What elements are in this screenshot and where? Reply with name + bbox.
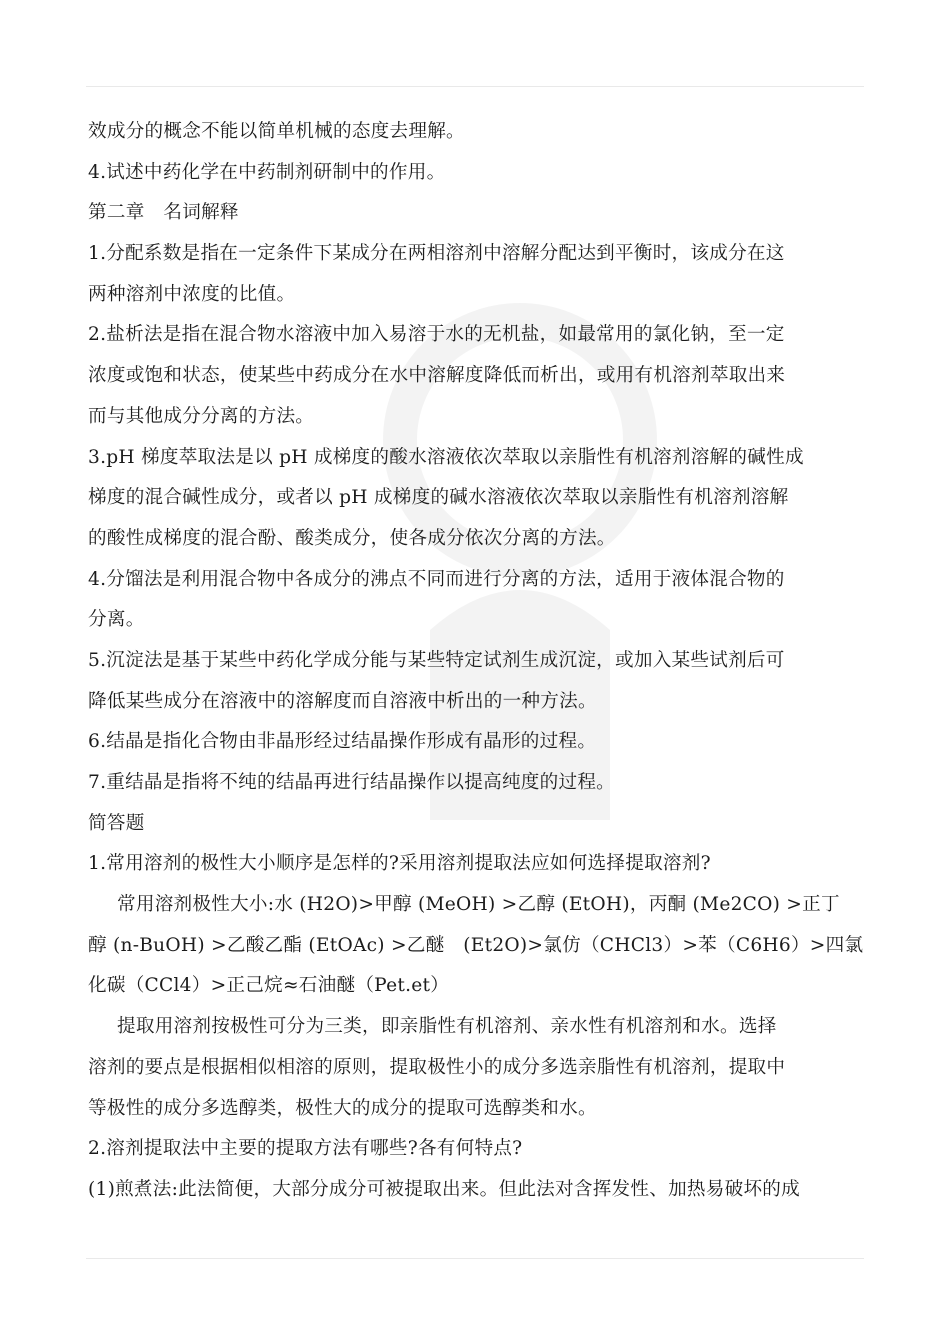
text-line: 分离。 xyxy=(88,609,145,631)
text-line: 而与其他成分分离的方法。 xyxy=(88,405,315,427)
section-heading: 简答题 xyxy=(88,812,145,834)
definition-5: 5.沉淀法是基于某些中药化学成分能与某些特定试剂生成沉淀，或加入某些试剂后可 xyxy=(88,649,785,671)
text-line: 梯度的混合碱性成分，或者以 pH 成梯度的碱水溶液依次萃取以亲脂性有机溶剂溶解 xyxy=(88,487,789,509)
question-4: 4.试述中药化学在中药制剂研制中的作用。 xyxy=(88,161,446,183)
answer-paragraph-line: 常用溶剂极性大小:水 (H2O)>甲醇 (MeOH) >乙醇 (EtOH)，丙酮 (Me2CO) >正丁 xyxy=(117,894,840,916)
definition-7: 7.重结晶是指将不纯的结晶再进行结晶操作以提高纯度的过程。 xyxy=(88,772,616,793)
definition-4: 4.分馏法是利用混合物中各成分的沸点不同而进行分离的方法，适用于液体混合物的 xyxy=(88,568,785,590)
text-line: 醇 (n-BuOH) >乙酸乙酯 (EtOAc) >乙醚 (Et2O)>氯仿（CHCl3）>苯（C6H6）>四氯 xyxy=(88,934,864,956)
definition-3: 3.pH 梯度萃取法是以 pH 成梯度的酸水溶液依次萃取以亲脂性有机溶剂溶解的碱性成 xyxy=(88,446,804,468)
chapter-heading: 第二章 名词解释 xyxy=(88,202,239,224)
text-line: 化碳（CCl4）>正己烷≈石油醚（Pet.et） xyxy=(88,975,450,997)
definition-6: 6.结晶是指化合物由非晶形经过结晶操作形成有晶形的过程。 xyxy=(88,731,597,753)
text-line: 溶剂的要点是根据相似相溶的原则，提取极性小的成分多选亲脂性有机溶剂，提取中 xyxy=(88,1056,786,1078)
text-line: 浓度或饱和状态，使某些中药成分在水中溶解度降低而析出，或用有机溶剂萃取出来 xyxy=(88,365,786,387)
text-line: 效成分的概念不能以简单机械的态度去理解。 xyxy=(88,121,465,142)
document-body xyxy=(88,112,866,1211)
text-line: 两种溶剂中浓度的比值。 xyxy=(88,283,296,305)
text-line: 等极性的成分多选醇类，极性大的成分的提取可选醇类和水。 xyxy=(88,1097,597,1119)
definition-1: 1.分配系数是指在一定条件下某成分在两相溶剂中溶解分配达到平衡时，该成分在这 xyxy=(88,243,785,265)
definition-2: 2.盐析法是指在混合物水溶液中加入易溶于水的无机盐，如最常用的氯化钠，至一定 xyxy=(88,324,785,346)
header-rule xyxy=(86,86,864,87)
text-line: 降低某些成分在溶液中的溶解度而自溶液中析出的一种方法。 xyxy=(88,690,597,712)
short-question-2: 2.溶剂提取法中主要的提取方法有哪些?各有何特点? xyxy=(88,1138,523,1160)
short-question-1: 1.常用溶剂的极性大小顺序是怎样的?采用溶剂提取法应如何选择提取溶剂? xyxy=(88,853,711,875)
text-line: 的酸性成梯度的混合酚、酸类成分，使各成分依次分离的方法。 xyxy=(88,527,616,549)
answer-paragraph-line: 提取用溶剂按极性可分为三类，即亲脂性有机溶剂、亲水性有机溶剂和水。选择 xyxy=(117,1016,777,1038)
answer-item-1: (1)煎煮法:此法简便，大部分成分可被提取出来。但此法对含挥发性、加热易破坏的成 xyxy=(88,1178,800,1200)
footer-rule xyxy=(86,1258,864,1259)
